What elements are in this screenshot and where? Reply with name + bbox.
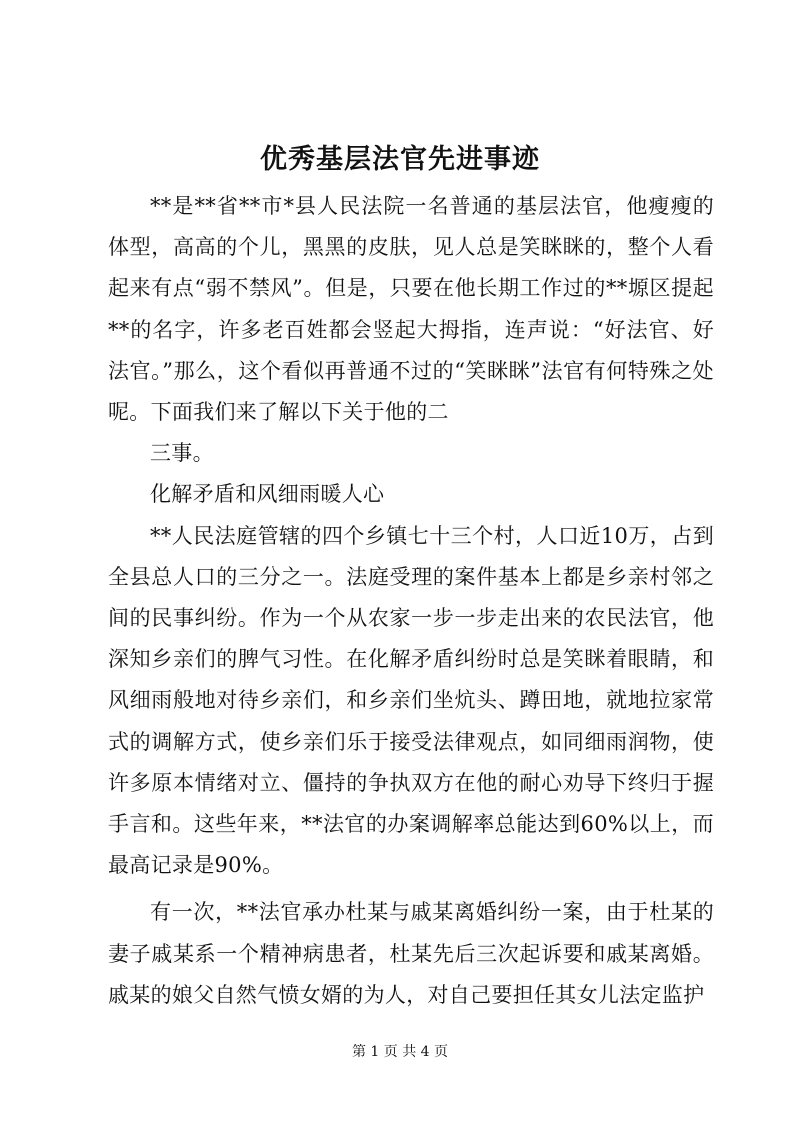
- paragraph-intro: **是**省**市*县人民法院一名普通的基层法官，他瘦瘦的体型，高高的个儿，黑黑的皮肤，见人总是笑眯眯的，整个人看起来有点“弱不禁风”。但是，只要在他长期工作过的**塬区提起**的名字，许多老百姓都会竖起大拇指，连声说：“好法官、好法官。”那么，这个看似再普通不过的“笑眯眯”法官有何特殊之处呢。下面我们来了解以下关于他的二: [108, 194, 714, 425]
- paragraph-court-jurisdiction: **人民法庭管辖的四个乡镇七十三个村，人口近10万，占到全县总人口的三分之一。法庭受理的案件基本上都是乡亲村邻之间的民事纠纷。作为一个从农家一步一步走出来的农民法官，他深知乡亲们的脾气习性。在化解矛盾纠纷时总是笑眯着眼睛，和风细雨般地对待乡亲们，和乡亲们坐炕头、蹲田地，就地拉家常式的调解方式，使乡亲们乐于接受法律观点，如同细雨润物，使许多原本情绪对立、僵持的争执双方在他的耐心劝导下终归于握手言和。这些年来，**法官的办案调解率总能达到60%以上，而最高记录是90%。: [108, 523, 714, 878]
- section-heading: 化解矛盾和风细雨暖人心: [150, 482, 385, 507]
- page-footer: 第 1 页 共 4 页: [351, 1044, 449, 1060]
- document-title: 优秀基层法官先进事迹: [260, 144, 540, 175]
- paragraph-divorce-case: 有一次，**法官承办杜某与戚某离婚纠纷一案，由于杜某的妻子戚某系一个精神病患者，杜某先后三次起诉要和戚某离婚。戚某的娘父自然气愤女婿的为人，对自己要担任其女儿法定监护: [108, 900, 714, 1007]
- paragraph-continuation: 三事。: [150, 441, 214, 466]
- document-body: [108, 186, 714, 1016]
